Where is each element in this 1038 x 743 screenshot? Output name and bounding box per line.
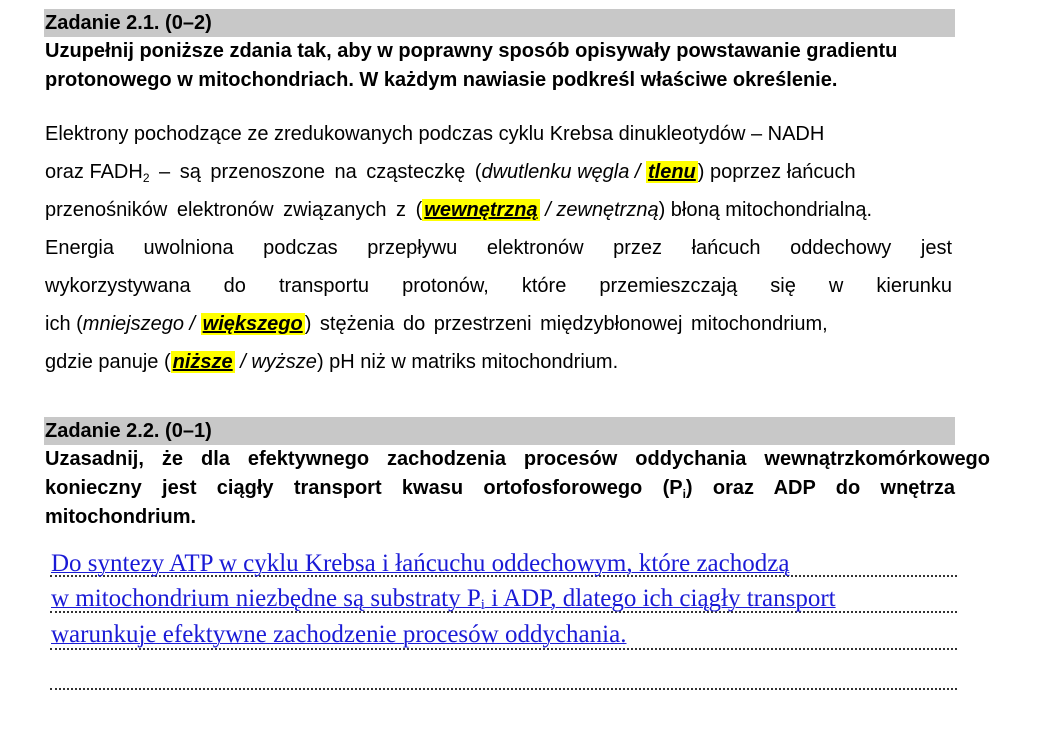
option-tlenu-selected[interactable]: tlenu bbox=[648, 161, 696, 183]
answer-dotted-line bbox=[50, 688, 957, 690]
paragraph-line-2 bbox=[45, 160, 957, 184]
line-text: – są przenoszone na cząsteczkę ( bbox=[149, 161, 482, 183]
paragraph-line-1 bbox=[45, 122, 958, 146]
line-text: gdzie panuje ( bbox=[45, 351, 171, 373]
answer-text: i ADP, dlatego ich ciągły transport bbox=[484, 585, 836, 612]
subscript: 2 bbox=[142, 171, 150, 185]
instruction-line: mitochondrium. bbox=[45, 506, 197, 528]
instruction-line: Uzasadnij, że dla efektywnego zachodzenia procesów oddychania wewnątrzkomórkowego bbox=[45, 448, 990, 470]
option-mniejszego[interactable]: mniejszego bbox=[82, 313, 184, 335]
line-text: przenośników elektronów związanych z ( bbox=[45, 199, 423, 221]
option-wyzsze[interactable]: wyższe bbox=[251, 351, 317, 373]
instruction-line bbox=[45, 474, 955, 503]
subscript: i bbox=[480, 597, 485, 613]
paragraph-line-5 bbox=[45, 274, 952, 298]
paragraph-line-6 bbox=[45, 312, 957, 336]
instruction-text: konieczny jest ciągły transport kwasu ortofosforowego (P bbox=[45, 477, 683, 499]
task-2-2-instruction bbox=[45, 445, 990, 532]
option-separator: / bbox=[629, 161, 646, 183]
option-separator: / bbox=[183, 313, 201, 335]
line-text: ich ( bbox=[45, 313, 83, 335]
option-nizsze-selected[interactable]: niższe bbox=[172, 351, 233, 373]
line-text: wykorzystywana do transportu protonów, które przemieszczają się w kierunku bbox=[45, 275, 952, 297]
answer-text: w mitochondrium niezbędne są substraty P bbox=[51, 585, 481, 612]
instruction-line: protonowego w mitochondriach. W każdym nawiasie podkreśl właściwe określenie. bbox=[45, 69, 838, 91]
line-text: ) błoną mitochondrialną. bbox=[658, 199, 873, 221]
answer-line-3: warunkuje efektywne zachodzenie procesów oddychania. bbox=[51, 621, 627, 648]
paragraph-line-7 bbox=[45, 350, 957, 374]
instruction-text: ) oraz ADP do wnętrza bbox=[685, 477, 956, 499]
option-separator: / bbox=[539, 199, 557, 221]
line-text: ) stężenia do przestrzeni międzybłonowej mitochondrium, bbox=[304, 313, 828, 335]
option-zewnetrzna[interactable]: zewnętrzną bbox=[556, 199, 659, 221]
option-wewnetrzna-selected[interactable]: wewnętrzną bbox=[424, 199, 538, 221]
task-2-1-header: Zadanie 2.1. (0–2) bbox=[44, 9, 955, 37]
option-wiekszego-selected[interactable]: większego bbox=[202, 313, 303, 335]
line-text: oraz FADH bbox=[45, 161, 143, 183]
task-2-2-header: Zadanie 2.2. (0–1) bbox=[44, 417, 955, 445]
answer-line-1: Do syntezy ATP w cyklu Krebsa i łańcuchu oddechowym, które zachodzą bbox=[51, 550, 790, 577]
option-separator: / bbox=[234, 351, 252, 373]
paragraph-line-4 bbox=[45, 236, 952, 260]
task-2-1-instruction bbox=[45, 37, 990, 95]
line-text: ) pH niż w matriks mitochondrium. bbox=[316, 351, 619, 373]
subscript: i bbox=[682, 487, 686, 501]
paragraph-line-3 bbox=[45, 198, 957, 222]
line-text: Elektrony pochodzące ze zredukowanych podczas cyklu Krebsa dinukleotydów – NADH bbox=[45, 123, 825, 145]
line-text: ) poprzez łańcuch bbox=[697, 161, 856, 183]
option-dwutlenku-wegla[interactable]: dwutlenku węgla bbox=[481, 161, 630, 183]
instruction-line: Uzupełnij poniższe zdania tak, aby w poprawny sposób opisywały powstawanie gradientu bbox=[45, 40, 898, 62]
answer-line-2 bbox=[51, 584, 836, 614]
line-text: Energia uwolniona podczas przepływu elektronów przez łańcuch oddechowy jest bbox=[45, 237, 952, 259]
